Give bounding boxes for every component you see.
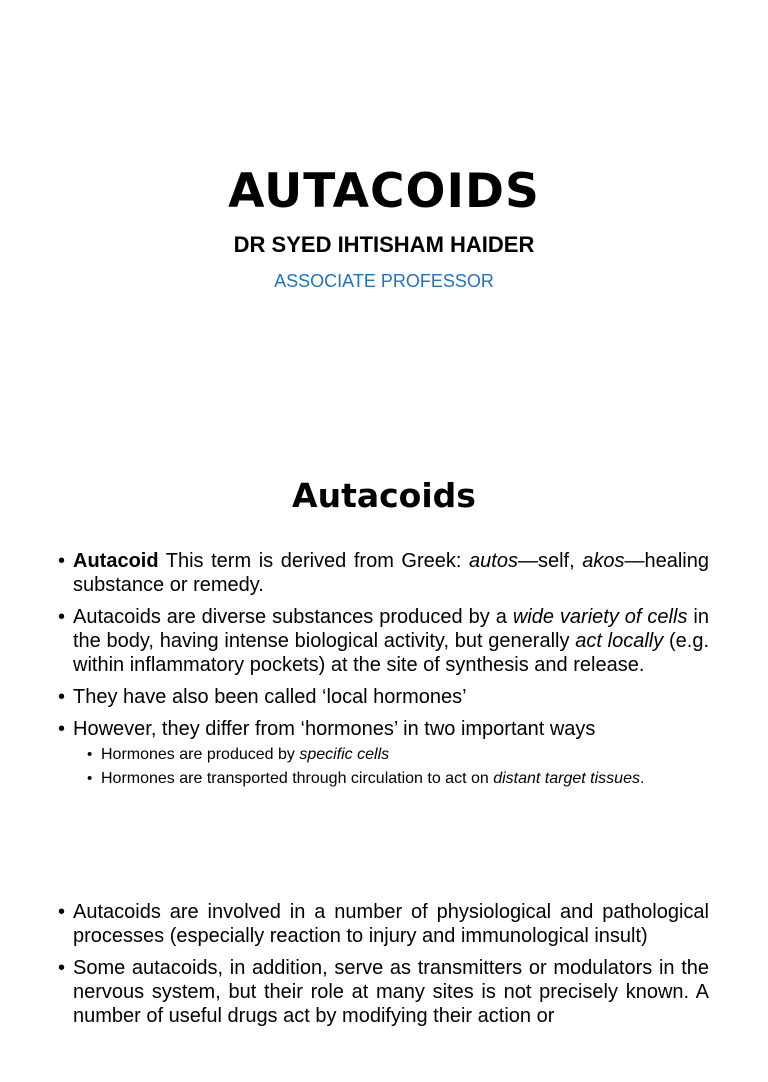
- text-run: Autacoids are diverse substances produced by a: [73, 606, 513, 628]
- italic-run: wide variety of cells: [512, 606, 688, 628]
- author-role: ASSOCIATE PROFESSOR: [274, 271, 494, 291]
- section-heading: Autacoids: [292, 476, 476, 515]
- bullet-definition: [58, 549, 709, 597]
- bullet-processes: • Autacoids are involved in a number of physiological and pathological processes (especially reaction to injury and immunological insult): [58, 900, 709, 948]
- sub-bullet-specific-cells: [58, 743, 709, 767]
- italic-run: akos: [582, 550, 625, 572]
- title-slide-heading: AUTACOIDS: [228, 164, 540, 219]
- italic-run: autos: [469, 550, 518, 572]
- italic-run: act locally: [575, 630, 664, 652]
- text-run: —self,: [517, 550, 583, 572]
- author-name: DR SYED IHTISHAM HAIDER: [233, 232, 535, 257]
- text-run: in the body, having intense biological activity, but generally: [73, 606, 709, 652]
- sub-bullet-distant-tissues: [58, 767, 709, 791]
- bullet-list: [58, 549, 709, 791]
- italic-run: specific cells: [299, 746, 390, 763]
- italic-run: distant target tissues: [493, 770, 640, 787]
- bullet-list-continued: [58, 900, 709, 1082]
- bullet-local-hormones: • They have also been called ‘local hormones’: [58, 685, 709, 709]
- bullet-differences: • However, they differ from ‘hormones’ in two important ways: [58, 717, 709, 741]
- text-run: Hormones are produced by: [101, 746, 300, 763]
- term-label: Autacoid: [73, 550, 159, 572]
- text-run: Hormones are transported through circulation to act on: [101, 770, 494, 787]
- text-run: (e.g. within inflammatory pockets) at the site of synthesis and release.: [73, 630, 710, 676]
- bullet-transmitters: • Some autacoids, in addition, serve as transmitters or modulators in the nervous system, but their role at many sites is not precisely known. A number of useful drugs act by modifying their action or: [58, 956, 709, 1074]
- text-run: This term is derived from Greek:: [158, 550, 470, 572]
- bullet-description: [58, 605, 709, 677]
- text-run: .: [639, 770, 645, 787]
- text-run: —healing substance or remedy.: [73, 550, 709, 596]
